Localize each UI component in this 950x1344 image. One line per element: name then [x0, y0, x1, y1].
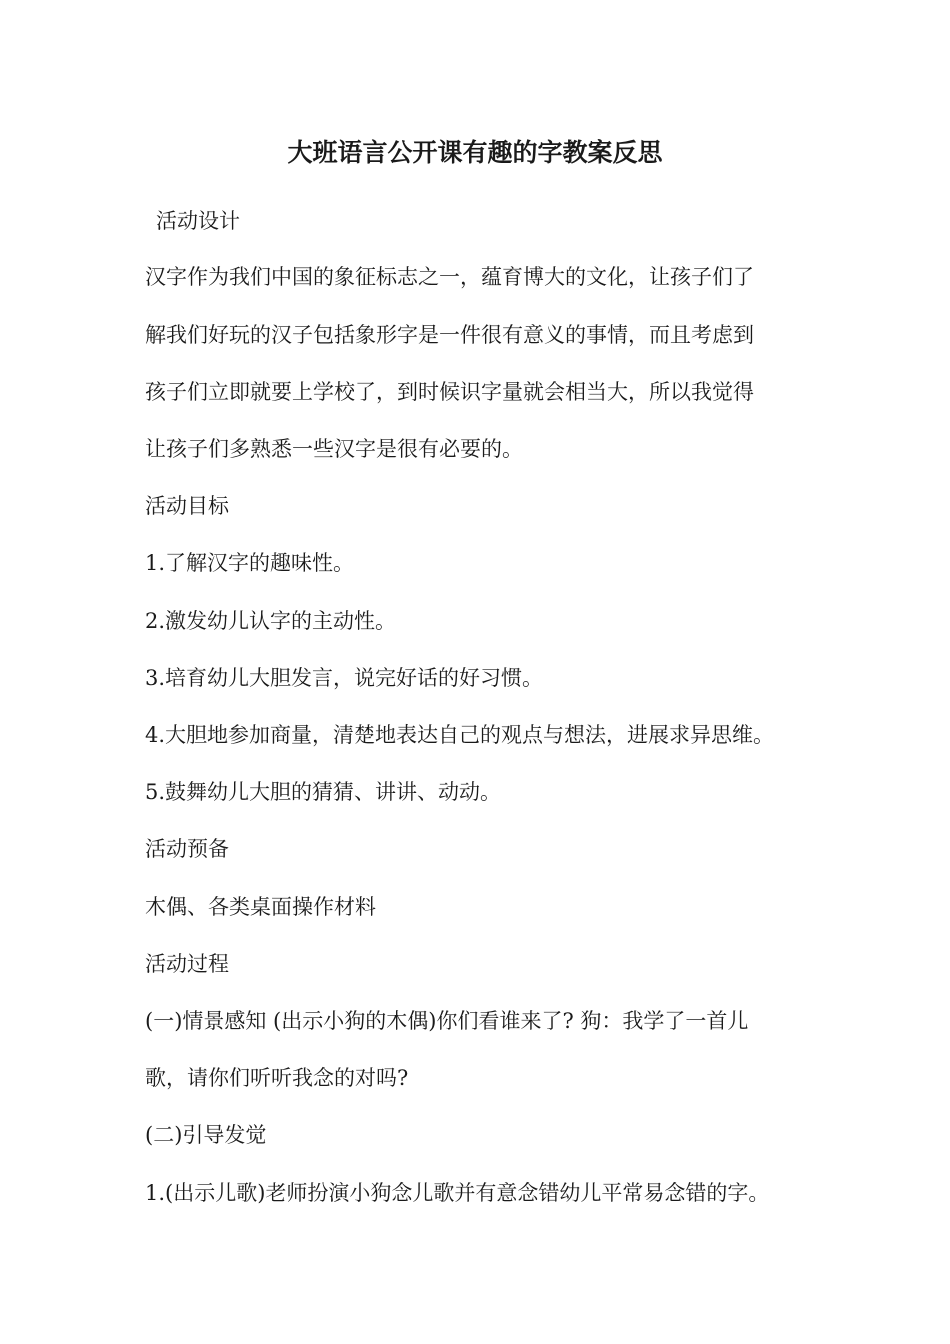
section-heading-preparation: 活动预备 — [145, 837, 229, 861]
paragraph-line: 歌，请你们听听我念的对吗? — [145, 1066, 409, 1090]
document-title: 大班语言公开课有趣的字教案反思 — [287, 138, 663, 167]
section-heading-design: 活动设计 — [156, 209, 240, 233]
paragraph-line: (一)情景感知 (出示小狗的木偶)你们看谁来了? 狗：我学了一首儿 — [145, 1009, 749, 1033]
list-item: 5.鼓舞幼儿大胆的猜猜、讲讲、动动。 — [145, 780, 502, 804]
paragraph-line: 让孩子们多熟悉一些汉字是很有必要的。 — [145, 437, 523, 461]
paragraph-line: 孩子们立即就要上学校了，到时候识字量就会相当大，所以我觉得 — [145, 380, 754, 404]
paragraph-line: 解我们好玩的汉子包括象形字是一件很有意义的事情，而且考虑到 — [145, 323, 754, 347]
list-item: 4.大胆地参加商量，清楚地表达自己的观点与想法，进展求异思维。 — [145, 723, 775, 747]
list-item: 1.了解汉字的趣味性。 — [145, 551, 355, 575]
list-item: 2.激发幼儿认字的主动性。 — [145, 609, 397, 633]
section-heading-process: 活动过程 — [145, 952, 229, 976]
subsection-heading: (二)引导发觉 — [145, 1123, 267, 1147]
list-item: 3.培育幼儿大胆发言，说完好话的好习惯。 — [145, 666, 544, 690]
list-item: 1.(出示儿歌)老师扮演小狗念儿歌并有意念错幼儿平常易念错的字。 — [145, 1181, 770, 1205]
paragraph-line: 汉字作为我们中国的象征标志之一，蕴育博大的文化，让孩子们了 — [145, 265, 754, 289]
paragraph-line: 木偶、各类桌面操作材料 — [145, 895, 376, 919]
section-heading-goals: 活动目标 — [145, 494, 229, 518]
